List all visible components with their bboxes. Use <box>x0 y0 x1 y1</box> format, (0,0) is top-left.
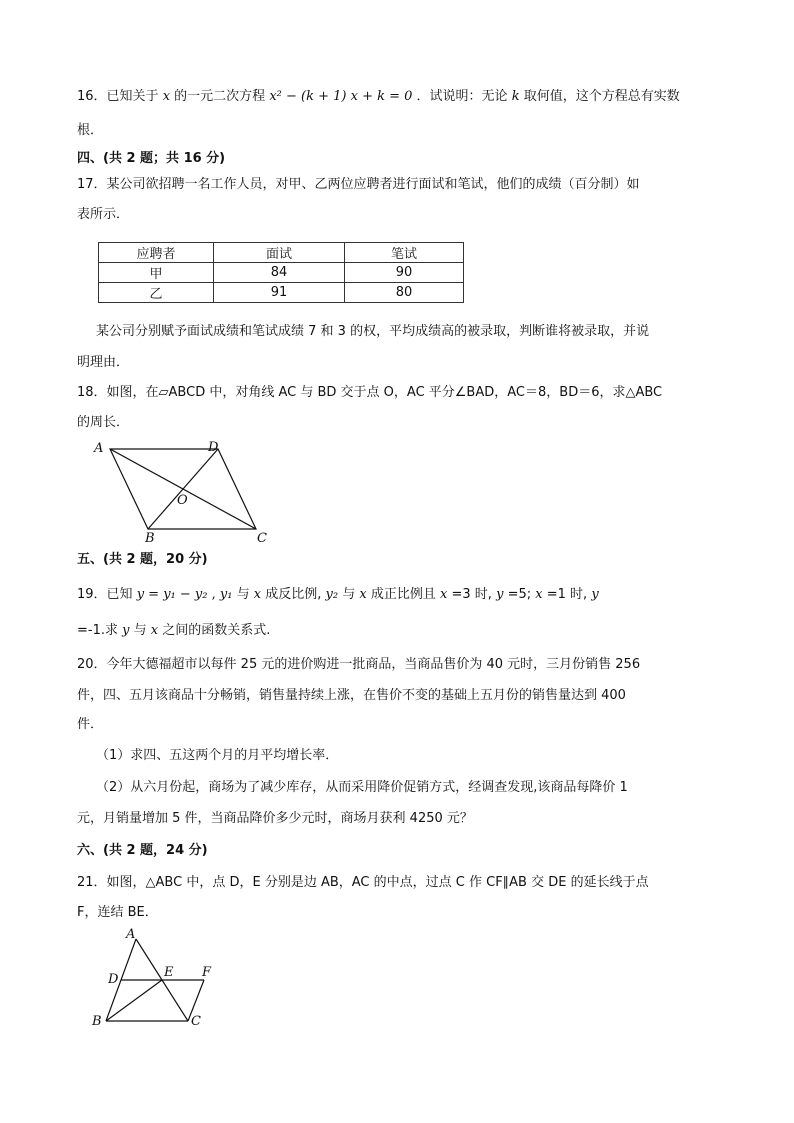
label-a: A <box>126 927 136 942</box>
q20-line-1: 20．今年大德福超市以每件 25 元的进价购进一批商品，当商品售价为 40 元时，三月份销售 256 <box>77 657 641 672</box>
table-cell: 91 <box>214 283 345 303</box>
q19-text: 成反比例, <box>265 587 322 602</box>
q16-text-c: ．试说明：无论 <box>416 89 508 104</box>
q17-line-3: 某公司分别赋予面试成绩和笔试成绩 7 和 3 的权，平均成绩高的被录取，判断谁将被录取，并说 <box>96 324 650 339</box>
q19-var-y: y <box>122 623 130 638</box>
table-row <box>99 283 464 303</box>
q19-var-y2: y₂ <box>325 587 339 602</box>
q19-text: =1 时, <box>546 587 588 602</box>
q19-text: 之间的函数关系式. <box>162 623 271 638</box>
table-header-row <box>99 243 464 263</box>
table-cell: 84 <box>214 263 345 283</box>
q19-text: 与 <box>236 587 250 602</box>
q19-text: =3 时, <box>451 587 492 602</box>
q20-part-2: （2）从六月份起，商场为了减少库存，从而采用降价促销方式，经调查发现,该商品每降价 1 <box>96 780 628 795</box>
label-d: D <box>108 972 119 987</box>
triangle-figure <box>88 926 228 1032</box>
section-6-heading: 六、(共 2 题，24 分) <box>77 843 208 858</box>
table-header-cell: 面试 <box>214 243 345 263</box>
table-row <box>99 263 464 283</box>
q16-text-b: 的一元二次方程 <box>174 89 266 104</box>
q16-line-1 <box>77 88 680 106</box>
q19-equation: y = y₁ − y₂ <box>136 587 208 602</box>
q16-var-k: k <box>511 89 520 104</box>
label-c: C <box>257 531 267 546</box>
q19-var-y: y <box>591 587 599 602</box>
q19-line-1: 19．已知 y = y₁ − y₂ , y₁ 与 x 成反比例, y₂ 与 x 成正比例且 x =3 时, y =5; x =1 时, y <box>77 587 599 602</box>
q19-var-x: x <box>150 623 159 638</box>
q19-var-y1: y₁ <box>219 587 233 602</box>
q20-line-3: 件． <box>77 717 104 732</box>
q17-line-4: 明理由． <box>77 355 130 370</box>
q19-var-x: x <box>253 587 262 602</box>
q17-line-2: 表所示． <box>77 207 130 222</box>
q19-var-x: x <box>535 587 543 602</box>
table-cell: 甲 <box>99 263 214 283</box>
q20-part-1: （1）求四、五这两个月的月平均增长率． <box>96 748 339 763</box>
q19-var-y: y <box>496 587 504 602</box>
table-header-cell: 笔试 <box>345 243 464 263</box>
label-b: B <box>145 531 155 546</box>
q21-line-1: 21．如图，△ABC 中，点 D，E 分别是边 AB，AC 的中点，过点 C 作 CF∥AB 交 DE 的延长线于点 <box>77 875 649 890</box>
q19-text: 19．已知 <box>77 587 133 602</box>
q19-var-x: x <box>359 587 367 602</box>
score-table <box>98 242 464 303</box>
q19-text: =5; <box>507 587 532 602</box>
q19-text: 成正比例且 <box>370 587 436 602</box>
table-cell: 乙 <box>99 283 214 303</box>
q19-text: =-1.求 <box>77 623 118 638</box>
q19-text: 与 <box>133 623 147 638</box>
q16-line-2: 根． <box>77 123 104 138</box>
parallelogram-figure <box>88 434 278 546</box>
q16-text-a: 16．已知关于 <box>77 89 159 104</box>
q20-line-2: 件，四、五月该商品十分畅销，销售量持续上涨，在售价不变的基础上五月份的销售量达到 400 <box>77 688 626 703</box>
label-b: B <box>92 1014 102 1029</box>
q20-part-2-cont: 元，月销量增加 5 件，当商品降价多少元时，商场月获利 4250 元？ <box>77 811 473 826</box>
q18-line-2: 的周长． <box>77 415 130 430</box>
table-cell: 90 <box>345 263 464 283</box>
q16-equation: x² − (k + 1) x + k = 0 <box>269 89 413 104</box>
label-o: O <box>177 493 188 508</box>
q16-text-d: 取何值，这个方程总有实数 <box>523 89 680 104</box>
q16-var-x: x <box>162 89 171 104</box>
q18-line-1: 18．如图，在▱ABCD 中，对角线 AC 与 BD 交于点 O，AC 平分∠BAD，AC＝8，BD＝6，求△ABC <box>77 385 663 400</box>
label-d: D <box>208 440 219 455</box>
diagonal-bd <box>148 449 218 529</box>
label-c: C <box>191 1014 201 1029</box>
section-4-heading: 四、(共 2 题；共 16 分) <box>77 151 226 166</box>
q19-var-x: x <box>440 587 448 602</box>
q19-line-2 <box>77 622 270 640</box>
table-header-cell: 应聘者 <box>99 243 214 263</box>
q21-line-2: F，连结 BE． <box>77 905 158 920</box>
q17-line-1: 17．某公司欲招聘一名工作人员，对甲、乙两位应聘者进行面试和笔试，他们的成绩（百分制）如 <box>77 177 640 192</box>
table-cell: 80 <box>345 283 464 303</box>
label-e: E <box>164 965 174 980</box>
label-f: F <box>202 965 212 980</box>
label-a: A <box>94 441 104 456</box>
q19-text: 与 <box>342 587 356 602</box>
section-5-heading: 五、(共 2 题，20 分) <box>77 552 208 567</box>
